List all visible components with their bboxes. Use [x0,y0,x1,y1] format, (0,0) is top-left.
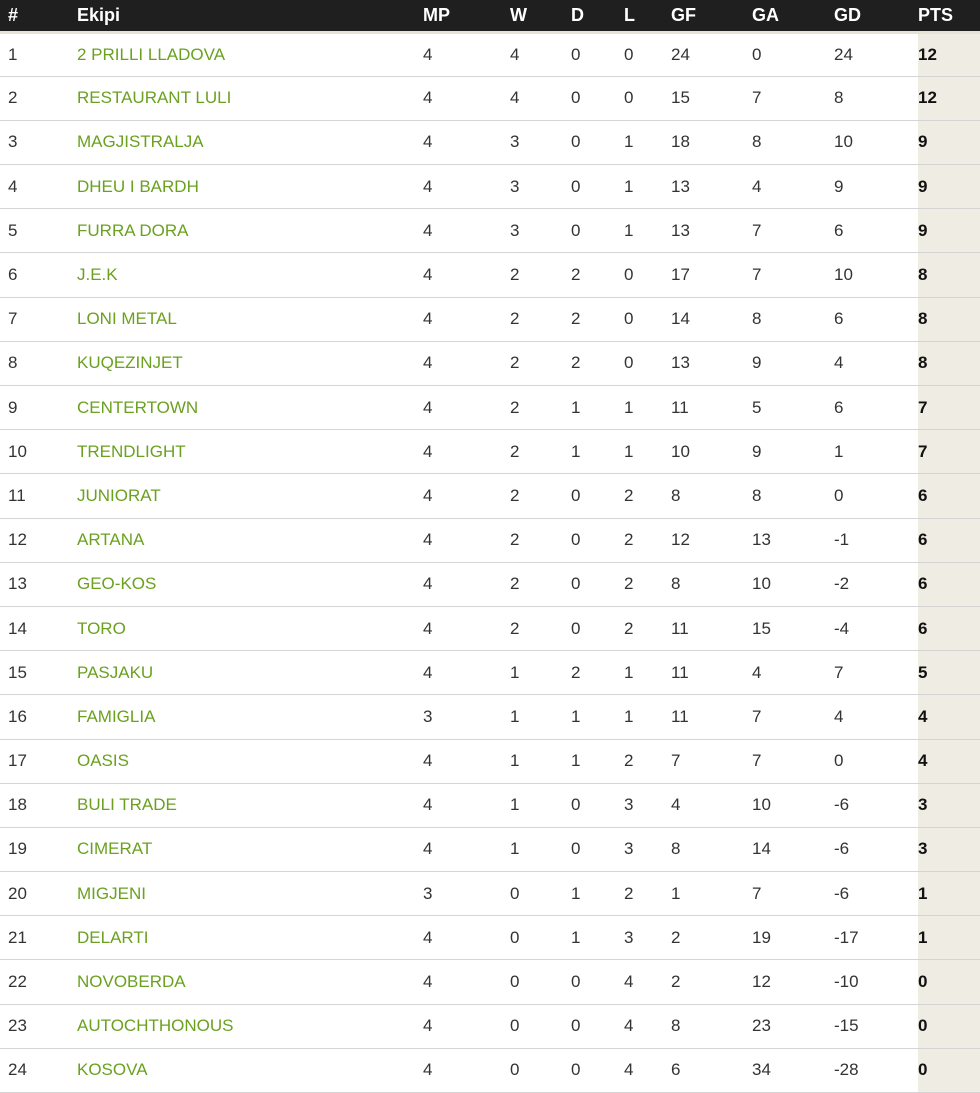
matches-played-cell: 3 [423,695,510,739]
table-row [0,1004,980,1048]
table-row [0,783,980,827]
draws-cell: 2 [571,297,624,341]
wins-cell: 2 [510,606,571,650]
points-cell: 1 [918,916,980,960]
goals-for-cell: 2 [671,916,752,960]
matches-played-cell: 4 [423,341,510,385]
draws-cell: 1 [571,739,624,783]
goals-against-cell: 7 [752,76,834,120]
matches-played-cell: 4 [423,32,510,76]
points-cell: 9 [918,120,980,164]
goals-against-cell: 7 [752,872,834,916]
goals-for-cell: 12 [671,518,752,562]
losses-cell: 3 [624,827,671,871]
goals-against-cell: 7 [752,209,834,253]
matches-played-cell: 4 [423,916,510,960]
matches-played-cell: 4 [423,1048,510,1092]
team-name-link[interactable]: TRENDLIGHT [77,430,423,474]
goals-for-cell: 15 [671,76,752,120]
wins-cell: 2 [510,430,571,474]
table-row [0,76,980,120]
points-cell: 3 [918,783,980,827]
draws-cell: 1 [571,872,624,916]
header-goals-for[interactable]: GF [671,0,752,32]
losses-cell: 0 [624,253,671,297]
losses-cell: 1 [624,651,671,695]
losses-cell: 1 [624,209,671,253]
points-cell: 6 [918,474,980,518]
table-row [0,1048,980,1092]
goals-against-cell: 10 [752,783,834,827]
losses-cell: 0 [624,32,671,76]
goal-difference-cell: -15 [834,1004,918,1048]
table-row [0,518,980,562]
team-name-link[interactable]: ARTANA [77,518,423,562]
header-draws[interactable]: D [571,0,624,32]
goal-difference-cell: -6 [834,827,918,871]
draws-cell: 0 [571,120,624,164]
header-matches-played[interactable]: MP [423,0,510,32]
wins-cell: 0 [510,1004,571,1048]
matches-played-cell: 4 [423,386,510,430]
matches-played-cell: 4 [423,430,510,474]
table-row [0,916,980,960]
goal-difference-cell: 6 [834,209,918,253]
team-name-link[interactable]: 2 PRILLI LLADOVA [77,32,423,76]
header-position[interactable]: # [0,0,77,32]
goals-against-cell: 7 [752,739,834,783]
table-row [0,562,980,606]
points-cell: 4 [918,739,980,783]
wins-cell: 2 [510,386,571,430]
goals-against-cell: 5 [752,386,834,430]
position-cell: 10 [0,430,77,474]
team-name-link[interactable]: LONI METAL [77,297,423,341]
wins-cell: 3 [510,209,571,253]
goals-against-cell: 34 [752,1048,834,1092]
goal-difference-cell: -28 [834,1048,918,1092]
goals-against-cell: 14 [752,827,834,871]
losses-cell: 0 [624,297,671,341]
goal-difference-cell: -4 [834,606,918,650]
goals-against-cell: 8 [752,120,834,164]
table-row [0,341,980,385]
header-points[interactable]: PTS [918,0,980,32]
wins-cell: 3 [510,165,571,209]
points-cell: 12 [918,76,980,120]
goals-for-cell: 6 [671,1048,752,1092]
goals-against-cell: 9 [752,430,834,474]
losses-cell: 0 [624,76,671,120]
points-cell: 1 [918,872,980,916]
position-cell: 24 [0,1048,77,1092]
position-cell: 7 [0,297,77,341]
wins-cell: 1 [510,739,571,783]
position-cell: 1 [0,32,77,76]
goal-difference-cell: 10 [834,253,918,297]
team-name-link[interactable]: CIMERAT [77,827,423,871]
losses-cell: 2 [624,872,671,916]
goals-against-cell: 8 [752,297,834,341]
losses-cell: 4 [624,960,671,1004]
matches-played-cell: 4 [423,209,510,253]
team-name-link[interactable]: OASIS [77,739,423,783]
wins-cell: 0 [510,916,571,960]
team-name-link[interactable]: DELARTI [77,916,423,960]
table-row [0,651,980,695]
draws-cell: 2 [571,651,624,695]
goal-difference-cell: -6 [834,872,918,916]
header-team[interactable]: Ekipi [77,0,423,32]
wins-cell: 2 [510,474,571,518]
table-row [0,120,980,164]
goals-for-cell: 8 [671,1004,752,1048]
points-cell: 7 [918,386,980,430]
losses-cell: 1 [624,120,671,164]
position-cell: 19 [0,827,77,871]
table-row [0,209,980,253]
points-cell: 3 [918,827,980,871]
losses-cell: 1 [624,695,671,739]
team-name-link[interactable]: TORO [77,606,423,650]
goals-for-cell: 8 [671,562,752,606]
matches-played-cell: 4 [423,474,510,518]
table-row [0,297,980,341]
team-name-link[interactable]: FAMIGLIA [77,695,423,739]
goal-difference-cell: 1 [834,430,918,474]
team-name-link[interactable]: FURRA DORA [77,209,423,253]
table-row [0,165,980,209]
goals-against-cell: 13 [752,518,834,562]
goal-difference-cell: 0 [834,474,918,518]
wins-cell: 2 [510,297,571,341]
points-cell: 5 [918,651,980,695]
draws-cell: 0 [571,32,624,76]
draws-cell: 0 [571,1048,624,1092]
points-cell: 6 [918,562,980,606]
wins-cell: 0 [510,1048,571,1092]
points-cell: 8 [918,341,980,385]
losses-cell: 1 [624,165,671,209]
matches-played-cell: 4 [423,518,510,562]
points-cell: 0 [918,1048,980,1092]
goals-for-cell: 11 [671,695,752,739]
draws-cell: 0 [571,209,624,253]
goals-for-cell: 13 [671,341,752,385]
team-name-link[interactable]: CENTERTOWN [77,386,423,430]
team-name-link[interactable]: MIGJENI [77,872,423,916]
goals-for-cell: 8 [671,827,752,871]
goals-against-cell: 4 [752,165,834,209]
matches-played-cell: 4 [423,253,510,297]
matches-played-cell: 4 [423,606,510,650]
goal-difference-cell: -10 [834,960,918,1004]
losses-cell: 3 [624,783,671,827]
position-cell: 13 [0,562,77,606]
losses-cell: 2 [624,739,671,783]
goals-for-cell: 14 [671,297,752,341]
team-name-link[interactable]: PASJAKU [77,651,423,695]
wins-cell: 0 [510,960,571,1004]
header-goal-difference[interactable]: GD [834,0,918,32]
points-cell: 9 [918,165,980,209]
goals-against-cell: 19 [752,916,834,960]
header-wins[interactable]: W [510,0,571,32]
points-cell: 4 [918,695,980,739]
losses-cell: 1 [624,430,671,474]
position-cell: 12 [0,518,77,562]
goals-for-cell: 7 [671,739,752,783]
losses-cell: 2 [624,562,671,606]
matches-played-cell: 3 [423,872,510,916]
goal-difference-cell: 0 [834,739,918,783]
wins-cell: 4 [510,76,571,120]
matches-played-cell: 4 [423,165,510,209]
draws-cell: 0 [571,960,624,1004]
goal-difference-cell: 8 [834,76,918,120]
goal-difference-cell: 4 [834,695,918,739]
position-cell: 14 [0,606,77,650]
goals-against-cell: 9 [752,341,834,385]
position-cell: 16 [0,695,77,739]
goals-for-cell: 2 [671,960,752,1004]
position-cell: 8 [0,341,77,385]
wins-cell: 4 [510,32,571,76]
table-row [0,430,980,474]
table-row [0,606,980,650]
goals-against-cell: 12 [752,960,834,1004]
matches-played-cell: 4 [423,1004,510,1048]
team-name-link[interactable]: NOVOBERDA [77,960,423,1004]
goals-against-cell: 0 [752,32,834,76]
goals-for-cell: 1 [671,872,752,916]
table-row [0,739,980,783]
matches-played-cell: 4 [423,739,510,783]
goals-for-cell: 11 [671,606,752,650]
position-cell: 20 [0,872,77,916]
points-cell: 9 [918,209,980,253]
matches-played-cell: 4 [423,827,510,871]
table-row [0,960,980,1004]
position-cell: 9 [0,386,77,430]
draws-cell: 0 [571,606,624,650]
goals-against-cell: 7 [752,253,834,297]
wins-cell: 1 [510,827,571,871]
goal-difference-cell: 7 [834,651,918,695]
goal-difference-cell: 6 [834,297,918,341]
position-cell: 21 [0,916,77,960]
matches-played-cell: 4 [423,120,510,164]
draws-cell: 0 [571,165,624,209]
goal-difference-cell: -2 [834,562,918,606]
goal-difference-cell: 6 [834,386,918,430]
team-name-link[interactable]: KOSOVA [77,1048,423,1092]
goals-for-cell: 11 [671,386,752,430]
points-cell: 0 [918,960,980,1004]
goals-for-cell: 8 [671,474,752,518]
wins-cell: 1 [510,783,571,827]
draws-cell: 0 [571,783,624,827]
team-name-link[interactable]: J.E.K [77,253,423,297]
wins-cell: 2 [510,518,571,562]
points-cell: 6 [918,518,980,562]
losses-cell: 4 [624,1048,671,1092]
draws-cell: 1 [571,695,624,739]
team-name-link[interactable]: DHEU I BARDH [77,165,423,209]
goal-difference-cell: -17 [834,916,918,960]
team-name-link[interactable]: AUTOCHTHONOUS [77,1004,423,1048]
goals-for-cell: 13 [671,209,752,253]
position-cell: 22 [0,960,77,1004]
matches-played-cell: 4 [423,651,510,695]
draws-cell: 0 [571,474,624,518]
table-row [0,253,980,297]
wins-cell: 2 [510,341,571,385]
draws-cell: 0 [571,1004,624,1048]
draws-cell: 0 [571,518,624,562]
position-cell: 3 [0,120,77,164]
losses-cell: 0 [624,341,671,385]
matches-played-cell: 4 [423,960,510,1004]
team-name-link[interactable]: BULI TRADE [77,783,423,827]
goals-against-cell: 23 [752,1004,834,1048]
goals-for-cell: 4 [671,783,752,827]
draws-cell: 0 [571,76,624,120]
position-cell: 11 [0,474,77,518]
draws-cell: 0 [571,827,624,871]
goals-for-cell: 17 [671,253,752,297]
draws-cell: 1 [571,430,624,474]
losses-cell: 3 [624,916,671,960]
losses-cell: 2 [624,474,671,518]
wins-cell: 2 [510,562,571,606]
wins-cell: 0 [510,872,571,916]
goals-against-cell: 4 [752,651,834,695]
goals-against-cell: 8 [752,474,834,518]
goal-difference-cell: -1 [834,518,918,562]
losses-cell: 1 [624,386,671,430]
draws-cell: 1 [571,916,624,960]
table-row [0,872,980,916]
wins-cell: 3 [510,120,571,164]
matches-played-cell: 4 [423,783,510,827]
losses-cell: 4 [624,1004,671,1048]
draws-cell: 0 [571,562,624,606]
matches-played-cell: 4 [423,297,510,341]
points-cell: 12 [918,32,980,76]
position-cell: 6 [0,253,77,297]
header-losses[interactable]: L [624,0,671,32]
goals-for-cell: 18 [671,120,752,164]
points-cell: 8 [918,297,980,341]
position-cell: 17 [0,739,77,783]
table-row [0,386,980,430]
goals-against-cell: 7 [752,695,834,739]
goal-difference-cell: -6 [834,783,918,827]
points-cell: 7 [918,430,980,474]
goals-for-cell: 11 [671,651,752,695]
header-goals-against[interactable]: GA [752,0,834,32]
points-cell: 0 [918,1004,980,1048]
losses-cell: 2 [624,606,671,650]
draws-cell: 2 [571,341,624,385]
losses-cell: 2 [624,518,671,562]
points-cell: 6 [918,606,980,650]
standings-body [0,32,980,1093]
matches-played-cell: 4 [423,562,510,606]
draws-cell: 1 [571,386,624,430]
team-name-link[interactable]: RESTAURANT LULI [77,76,423,120]
team-name-link[interactable]: MAGJISTRALJA [77,120,423,164]
position-cell: 15 [0,651,77,695]
goal-difference-cell: 24 [834,32,918,76]
goal-difference-cell: 9 [834,165,918,209]
goals-for-cell: 10 [671,430,752,474]
wins-cell: 1 [510,651,571,695]
team-name-link[interactable]: GEO-KOS [77,562,423,606]
table-header-row [0,0,980,32]
position-cell: 4 [0,165,77,209]
team-name-link[interactable]: KUQEZINJET [77,341,423,385]
table-row [0,474,980,518]
matches-played-cell: 4 [423,76,510,120]
position-cell: 5 [0,209,77,253]
table-row [0,827,980,871]
goals-for-cell: 24 [671,32,752,76]
points-cell: 8 [918,253,980,297]
goals-for-cell: 13 [671,165,752,209]
wins-cell: 1 [510,695,571,739]
goal-difference-cell: 10 [834,120,918,164]
table-row [0,695,980,739]
wins-cell: 2 [510,253,571,297]
goals-against-cell: 15 [752,606,834,650]
goals-against-cell: 10 [752,562,834,606]
goal-difference-cell: 4 [834,341,918,385]
table-row [0,32,980,76]
position-cell: 23 [0,1004,77,1048]
position-cell: 2 [0,76,77,120]
draws-cell: 2 [571,253,624,297]
position-cell: 18 [0,783,77,827]
team-name-link[interactable]: JUNIORAT [77,474,423,518]
